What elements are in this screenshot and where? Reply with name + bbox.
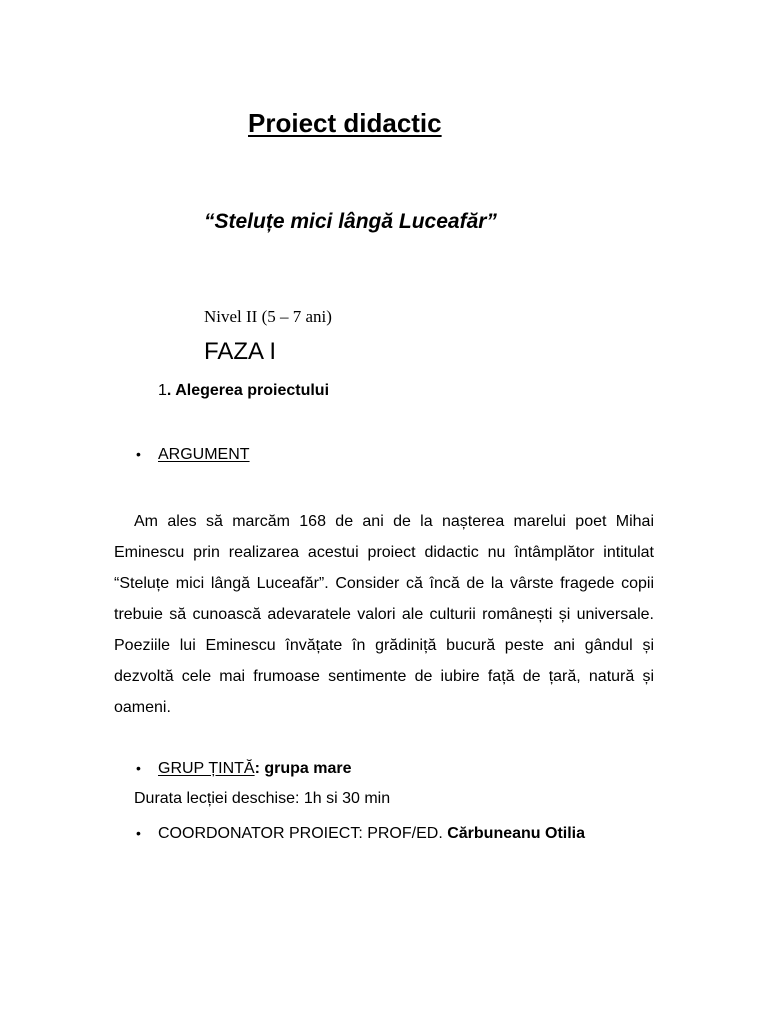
bullet-icon: • [136, 825, 141, 841]
project-subtitle: “Steluțe mici lângă Luceafăr” [204, 210, 497, 233]
document-title: Proiect didactic [248, 108, 442, 138]
section-title: . Alegerea proiectului [166, 382, 330, 399]
bullet-target-group [136, 760, 352, 778]
argument-paragraph: Am ales să marcăm 168 de ani de la nașterea marelui poet Mihai Eminescu prin realizarea acestui proiect didactic nu întâmplător intitulat “Steluțe mici lângă Luceafăr”. Consider că încă de la vârste fragede copii trebuie să cunoască adevaratele valori ale culturii românești și universale. Poeziile lui Eminescu învățate în grădiniță bucură peste ani gândul și dezvoltă cele mai frumoase sentimente de iubire față de țară, natură și oameni. [114, 513, 654, 716]
coordinator-name: Cărbuneanu Otilia [447, 825, 586, 842]
coordinator-label: COORDONATOR PROIECT: PROF/ED. [158, 825, 448, 842]
bullet-coordinator [136, 825, 585, 843]
target-group-value: : grupa mare [254, 760, 352, 777]
section-number: 1 [158, 382, 167, 399]
bullet-icon: • [136, 446, 141, 462]
bullet-icon: • [136, 760, 141, 776]
lesson-duration: Durata lecției deschise: 1h si 30 min [134, 790, 391, 807]
phase-heading: FAZA I [204, 338, 277, 365]
target-group-label: GRUP ȚINTĂ [158, 760, 255, 777]
bullet-argument [136, 446, 250, 464]
argument-heading: ARGUMENT [158, 446, 250, 463]
level-text: Nivel II (5 – 7 ani) [204, 307, 332, 326]
section-heading [158, 382, 329, 400]
